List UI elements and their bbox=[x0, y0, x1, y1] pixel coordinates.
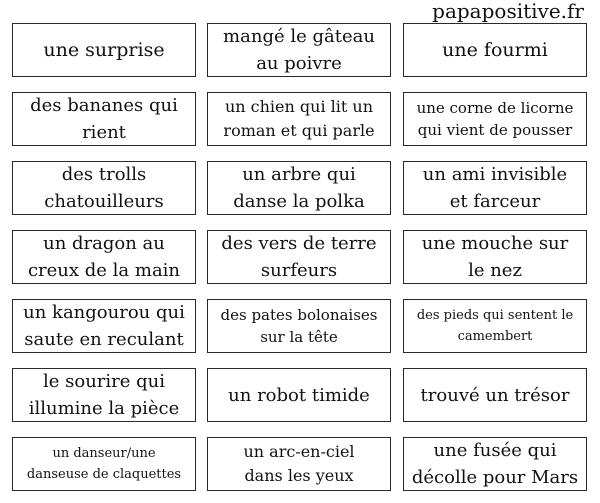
card-vers-de-terre bbox=[207, 230, 391, 284]
card-label: des bananes qui rient bbox=[30, 95, 178, 143]
watermark-text: papapositive.fr bbox=[432, 0, 584, 23]
card-label: un kangourou qui saute en reculant bbox=[23, 302, 185, 350]
card-label: une corne de licorne qui vient de pousser bbox=[416, 99, 574, 139]
card-robot-timide bbox=[207, 368, 391, 422]
card-gateau-poivre bbox=[207, 23, 391, 77]
card-arbre-polka bbox=[207, 161, 391, 215]
card-label: des pates bolonaises sur la tête bbox=[220, 306, 378, 346]
card-label: un robot timide bbox=[228, 384, 370, 406]
card-label: des trolls chatouilleurs bbox=[44, 164, 164, 212]
card-label: trouvé un trésor bbox=[420, 384, 570, 406]
card-tresor bbox=[403, 368, 587, 422]
card-une-fourmi bbox=[403, 23, 587, 77]
card-arc-en-ciel bbox=[207, 437, 391, 491]
card-label: des pieds qui sentent le camembert bbox=[416, 308, 574, 344]
card-label: un danseur/une danseuse de claquettes bbox=[26, 446, 182, 482]
card-une-surprise bbox=[12, 23, 196, 77]
card-dragon bbox=[12, 230, 196, 284]
card-corne-licorne bbox=[403, 92, 587, 146]
card-label: un chien qui lit un roman et qui parle bbox=[223, 97, 375, 140]
card-trolls bbox=[12, 161, 196, 215]
card-sourire bbox=[12, 368, 196, 422]
card-label: le sourire qui illumine la pièce bbox=[28, 371, 180, 419]
card-pieds-camembert bbox=[403, 299, 587, 353]
card-label: un dragon au creux de la main bbox=[27, 233, 181, 281]
card-label: un arc-en-ciel dans les yeux bbox=[243, 442, 355, 485]
card-ami-invisible bbox=[403, 161, 587, 215]
card-fusee-mars bbox=[403, 437, 587, 491]
card-label: une fusée qui décolle pour Mars bbox=[411, 440, 579, 488]
card-label: un ami invisible et farceur bbox=[422, 164, 568, 212]
card-label: une surprise bbox=[43, 38, 165, 61]
card-label: des vers de terre surfeurs bbox=[221, 233, 377, 281]
card-mouche bbox=[403, 230, 587, 284]
card-label: un arbre qui danse la polka bbox=[233, 164, 365, 212]
card-bananes bbox=[12, 92, 196, 146]
card-danseur-claquettes bbox=[12, 437, 196, 491]
card-label: une fourmi bbox=[442, 38, 548, 61]
card-chien-roman bbox=[207, 92, 391, 146]
card-label: une mouche sur le nez bbox=[421, 233, 569, 281]
card-pates-bolonaises bbox=[207, 299, 391, 353]
card-kangourou bbox=[12, 299, 196, 353]
card-label: mangé le gâteau au poivre bbox=[223, 26, 375, 74]
